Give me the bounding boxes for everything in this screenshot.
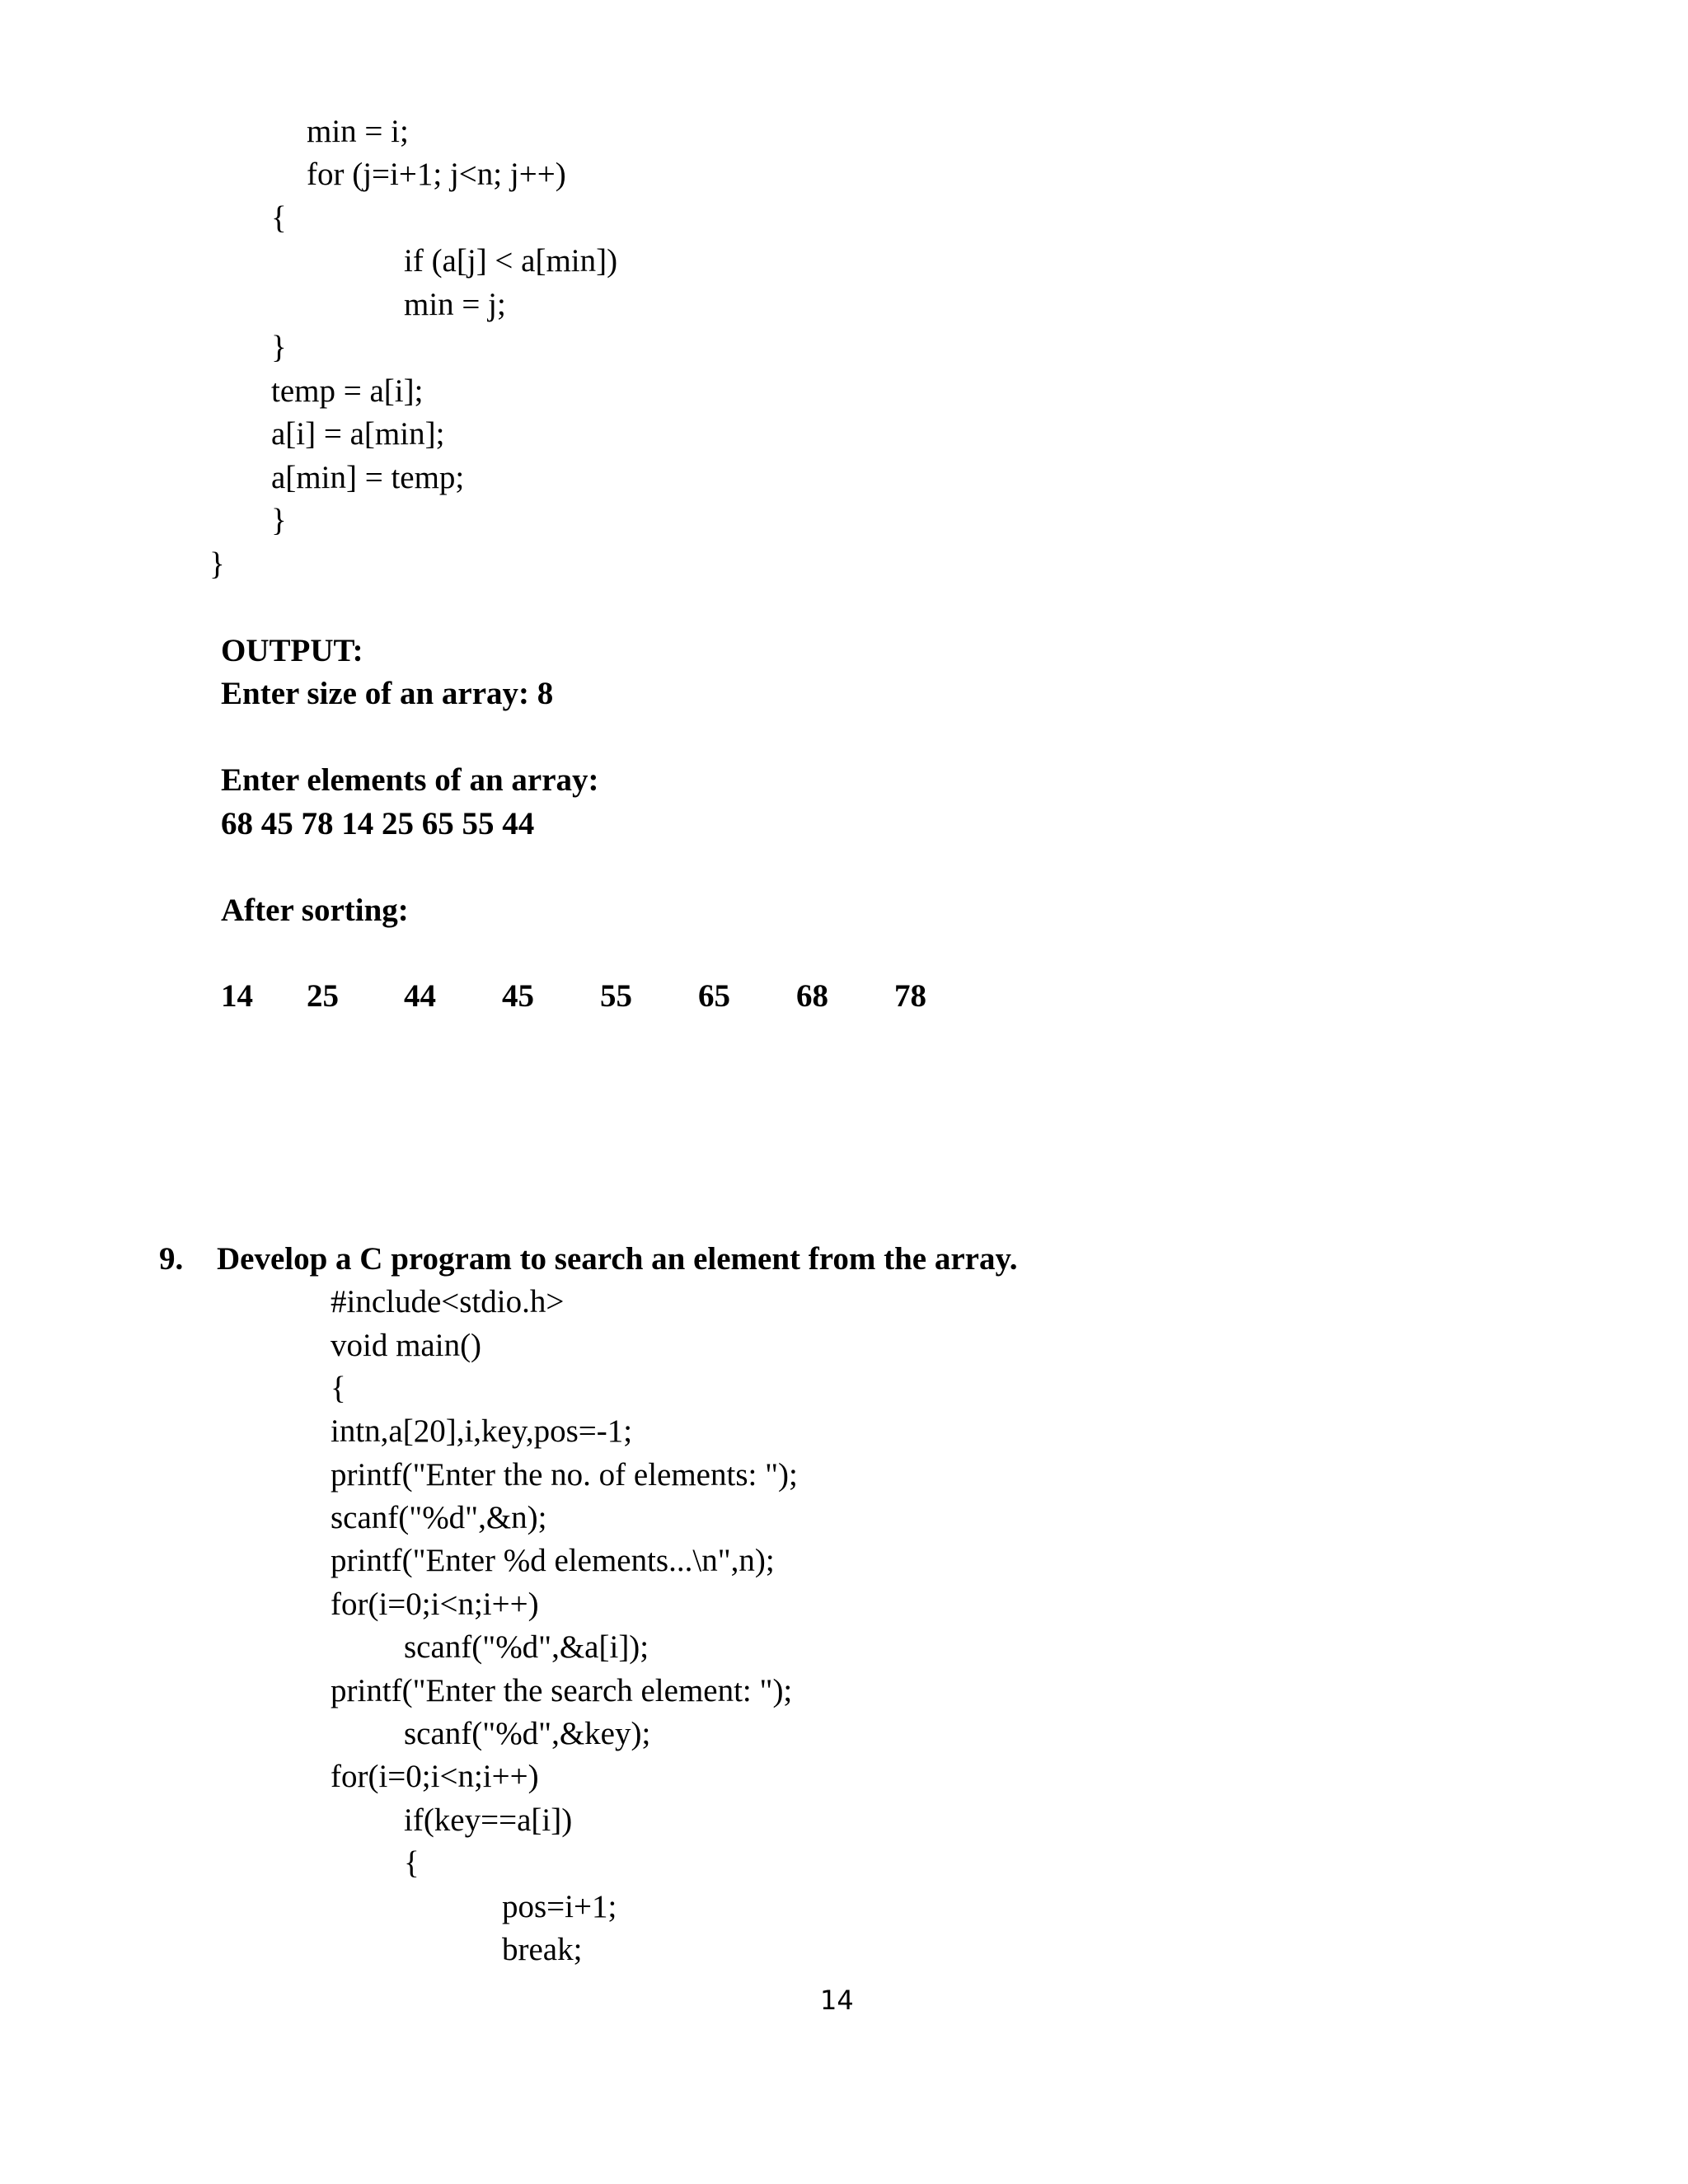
code-line: temp = a[i]; xyxy=(271,373,424,409)
code-line: min = j; xyxy=(404,287,506,322)
code-line: if(key==a[i]) xyxy=(404,1802,573,1838)
code-line: { xyxy=(271,200,287,236)
code-line: for(i=0;i<n;i++) xyxy=(331,1759,539,1794)
output-heading: OUTPUT: xyxy=(221,633,363,668)
sorted-value: 68 xyxy=(796,978,828,1014)
output-elements-prompt: Enter elements of an array: xyxy=(221,762,599,798)
sorted-value: 25 xyxy=(307,978,339,1014)
code-line: #include<stdio.h> xyxy=(331,1284,565,1319)
output-elements-input: 68 45 78 14 25 65 55 44 xyxy=(221,806,535,841)
code-line: intn,a[20],i,key,pos=-1; xyxy=(331,1413,633,1449)
sorted-value: 45 xyxy=(502,978,534,1014)
code-line: scanf("%d",&key); xyxy=(404,1716,651,1751)
code-line: min = i; xyxy=(307,114,409,149)
code-line: scanf("%d",&a[i]); xyxy=(404,1629,649,1665)
code-line: a[i] = a[min]; xyxy=(271,416,445,452)
question-number: 9. xyxy=(159,1241,184,1277)
sorted-value: 65 xyxy=(698,978,730,1014)
sorted-value: 14 xyxy=(221,978,253,1014)
code-line: printf("Enter the no. of elements: "); xyxy=(331,1457,798,1493)
output-after-sorting: After sorting: xyxy=(221,893,409,928)
code-line: for(i=0;i<n;i++) xyxy=(331,1586,539,1622)
code-line: pos=i+1; xyxy=(502,1889,617,1924)
code-line: { xyxy=(404,1845,420,1881)
code-line: if (a[j] < a[min]) xyxy=(404,243,618,279)
code-line: void main() xyxy=(331,1328,482,1363)
page-number: 14 xyxy=(820,1985,854,2016)
code-line: printf("Enter %d elements...\n",n); xyxy=(331,1543,775,1578)
code-line: a[min] = temp; xyxy=(271,460,465,495)
question-title: Develop a C program to search an element from the array. xyxy=(217,1241,1018,1277)
output-size-prompt: Enter size of an array: 8 xyxy=(221,676,554,711)
sorted-value: 44 xyxy=(404,978,436,1014)
code-line: } xyxy=(271,503,287,538)
sorted-value: 78 xyxy=(894,978,926,1014)
code-line: } xyxy=(271,330,287,365)
code-line: break; xyxy=(502,1932,583,1967)
code-line: { xyxy=(331,1371,346,1406)
code-line: scanf("%d",&n); xyxy=(331,1500,547,1535)
code-line: printf("Enter the search element: "); xyxy=(331,1673,793,1708)
code-line: } xyxy=(209,546,225,582)
sorted-value: 55 xyxy=(600,978,632,1014)
code-line: for (j=i+1; j<n; j++) xyxy=(307,157,566,192)
